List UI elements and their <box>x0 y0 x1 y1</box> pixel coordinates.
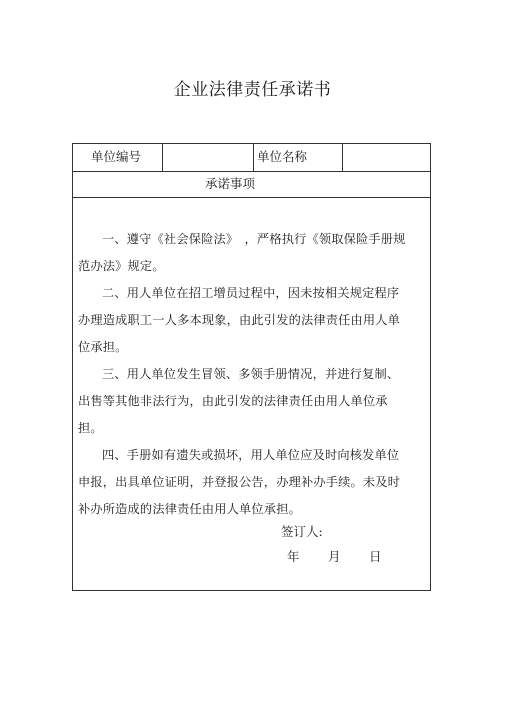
paragraph-line: 四、手册如有遗失或损坏，用人单位应及时向核发单位 <box>102 448 400 462</box>
paragraph-line: 范办法》规定。 <box>78 259 165 273</box>
unit-number-label: 单位编号 <box>91 149 142 164</box>
paragraph-line: 一、遵守《社会保险法》 ，严格执行《领取保险手册规 <box>102 232 406 246</box>
commitment-item-2 <box>78 280 418 361</box>
document-title: 企业法律责任承诺书 <box>173 80 332 100</box>
paragraph-line: 办理造成职工一人多本现象，由此引发的法律责任由用人单 <box>78 313 401 327</box>
date-day: 日 <box>369 549 382 564</box>
signer-label: 签订人: <box>281 524 323 539</box>
paragraph-line: 三、用人单位发生冒领、多领手册情况，并进行复制、 <box>102 367 400 381</box>
header-divider-1 <box>162 144 163 172</box>
commitment-body <box>78 226 418 523</box>
paragraph-line: 出售等其他非法行为，由此引发的法律责任由用人单位承 <box>78 394 388 408</box>
date-year: 年 <box>287 549 300 564</box>
commitment-form <box>72 143 431 591</box>
commitment-item-3 <box>78 361 418 442</box>
commitment-item-1 <box>78 226 418 280</box>
paragraph-line: 担。 <box>78 421 103 435</box>
paragraph-line: 补办所造成的法律责任由用人单位承担。 <box>78 502 301 516</box>
header-row-divider <box>73 171 430 172</box>
date-month: 月 <box>328 549 341 564</box>
section-row-divider <box>73 197 430 198</box>
header-divider-3 <box>342 144 343 172</box>
header-divider-2 <box>253 144 254 172</box>
section-title: 承诺事项 <box>205 176 256 191</box>
unit-name-label: 单位名称 <box>257 149 308 164</box>
paragraph-line: 申报，出具单位证明，并登报公告，办理补办手续。未及时 <box>78 475 401 489</box>
commitment-item-4 <box>78 442 418 523</box>
paragraph-line: 二、用人单位在招工增员过程中，因未按相关规定程序 <box>102 286 400 300</box>
paragraph-line: 位承担。 <box>78 340 128 354</box>
